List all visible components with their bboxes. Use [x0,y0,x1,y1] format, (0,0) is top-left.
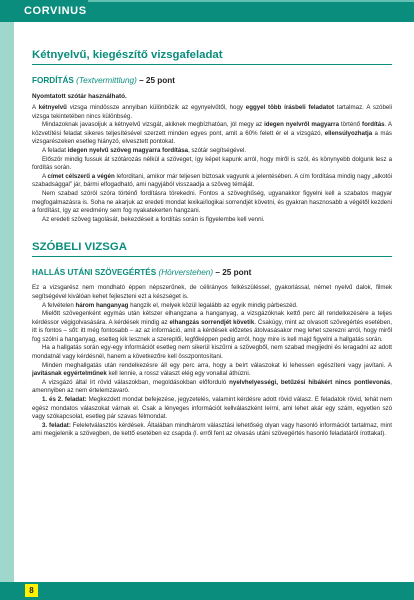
bold-run: ellensúlyozhatja [324,129,373,137]
text-run: hangzik el, melyek közül legalább az egyik mindig párbeszéd. [128,301,298,309]
body-paragraph [32,216,392,225]
bold-run: eggyel több írásbeli feladatot [245,104,335,111]
text-run: Először mindig fussuk át szótározás nélkül a szöveget, így képet kapunk arról, hogy miről is szól, és könynyebb dolgunk lesz a fordítás során. [32,155,392,172]
body-paragraph [32,147,392,156]
bold-run: 3. feladat: [42,421,71,429]
body-paragraph [32,396,392,422]
body-paragraph [32,121,392,147]
bold-run: kétnyelvű [38,104,67,111]
bold-run: nyelvhelyességi, betűzési hibákért nincs pontlevonás [229,378,391,386]
body-paragraph [32,379,392,396]
body-paragraph [32,156,392,173]
body-paragraph [32,190,392,216]
text-run: A vizsgázó által írt rövid válaszokban, megoldásokban előforduló [42,378,230,386]
task-label: HALLÁS UTÁNI SZÖVEGÉRTÉS [32,268,157,278]
body-paragraph [32,422,392,439]
text-run: Az eredeti szöveg tagolását, bekezdéseit a fordítás során is figyelembe kell venni. [42,215,265,223]
spacer [32,224,392,240]
text-run: , amennyiben az nem értelemzavaró. [32,378,392,395]
text-run: Ez a vizsgarész nem mondható éppen népszerűnek, de célirányos felkészüléssel, gyakorlással, német nyelvű dalok, filmek segítségével kiválóan kehet fejleszteni ezt a készséget is. [32,284,392,300]
task-heading-fordítás [32,75,392,86]
text-run: történő [338,121,363,129]
dictionary-note: Nyomtatott szótár használható. [32,93,127,100]
bold-run: idegen nyelvről magyarra [264,121,339,129]
text-run: Megkezdett mondat befejezése, jegyzetelés, valamint kérdésre adott rövid válasz. E feladatok rövid, tehát nem egész mondatos válaszokat várnak el. Csak a lényeges információt kellválaszként leírni, ami lehet akár egy szám, egyetlen szó vagy szókapcsolat, esetleg pár szavas félmondat. [32,396,392,421]
bold-run: fordítás [362,121,385,129]
section-rule [32,64,392,65]
body-paragraph [32,173,392,190]
text-run: A [32,104,39,111]
bold-run: idegen nyelvű szöveg magyarra fordítása [67,146,189,154]
text-run: kell lennie, a rossz választ elég egy vonallal áthúzni. [106,370,251,378]
text-run: A felvételen [42,301,76,309]
text-run: a más vizsgarészeken esetleg hiányzó, elvesztett pontokat. [32,129,392,146]
bold-run: címet célszerű a végén [47,172,115,180]
brand-logo-text: CORVINUS [24,5,87,17]
text-run: Mindazoknak javasoljuk a kétnyelvű vizsgát, akiknek megbízhatóan, jól megy az [42,121,265,129]
text-run: Nem szabad szóról szóra történő fordításra törekedni. Fontos a szöveghűség, ugyanakkor figyelni kell a szabatos magyar megfogalmazásra is. Soha ne akarjuk az eredeti mondat lexikai/logikai sorrendjét követni, és gyakran hasznosabb a végétől kezdeni a fordítást, így az eredmény sem fog nyakatekerten hangzani. [32,189,392,215]
text-run: leforditani, amikor már teljesen biztosak vagyunk a jelentésében. A cím fordítása mindig nagy „alkotói szabadsággal” jár, bármi elfogadható, ami nagyjából visszaadja a szöveg témáját. [32,172,392,189]
task-translation: (Hörverstehen) [158,268,214,278]
left-margin-rail [0,22,14,582]
page-number: 8 [25,584,38,597]
text-run: Mielőtt szövegenként egymás után kétszer elhangzana a hanganyag, a vizsgázóknak kettő perc áll rendelkezésére a teljes kérdéssor végigolvasására. A kérdések mindig az [32,310,392,326]
text-run: vizsga mindössze annyiban különbözik az egynyelvűtől, hogy [66,104,246,111]
section-title-szóbeli: SZÓBELI VIZSGA [32,241,127,254]
section-title-kétnyelvű: Kétnyelvű, kiegészítő vizsgafeladat [32,49,223,61]
body-paragraph [32,104,392,121]
task-translation: (Textvermittlung) [76,76,137,85]
body-paragraph [32,302,392,311]
footer-band [0,582,414,600]
task-points: – 25 pont [215,268,252,278]
header-accent-line [88,0,414,2]
text-run: . Csakúgy, mint az olvasott szövegértés esetében, itt is fontos – sőt: itt még fontosabb – az az információ, amit a kérdések előzetes átolvasásakor meg lehet szerezni arról, hogy miről fog szólni a hanganyag, esetleg kik lesznek a szereplői, legfőképpen pedig arról, hogy mire is kell majd figyelni a hallgatás során. [32,318,393,343]
section1-body [32,104,392,224]
text-run: . A közvetítési feladat sikeres teljesítésével szerzett minden egyes pont, amit a 60% felett ér el a vizsgázó, [32,121,392,137]
text-run: A [42,172,48,180]
text-run: Ha a hallgatás során egy-egy információt esetleg nem sikerül kiszűrni a szövegből, nem szabad megijedni és leragadni az adott mondatnál vagy kérdésnél, hanem a következőre kell összpontosítani. [32,344,392,361]
task-label: FORDÍTÁS [32,76,74,85]
text-run: tartalmaz. A szóbeli vizsga tekintetében nincs különbség. [32,104,393,120]
text-run: , szótár segítségével. [188,146,247,154]
section2-body [32,284,392,439]
content-column [32,48,392,439]
bold-run: három hanganyag [75,301,129,309]
body-paragraph [32,310,392,344]
body-paragraph [32,362,392,379]
text-run: Minden meghallgatás után rendelkezésre áll egy perc arra, hogy a beírt válaszokat ki lehessen egészíteni vagy javítani. A [42,361,392,369]
body-paragraph [32,284,392,301]
bold-run: 1. és 2. feladat: [42,396,87,404]
bold-run: javításnak egyértelműnek [32,370,107,378]
section-rule [32,256,392,257]
text-run: Feleletválasztós kérdések. Általában mindhárom választási lehetőség olyan vagy hasonló információt tartalmaz, mint ami megjelenik a szövegben, de kettő esetében ez csapda (l. erről fent az olvasás utáni szövegértés hasonló feladatáról írottakat). [32,421,392,438]
task-heading-hallás [32,267,392,278]
text-run: A feladat [42,146,68,154]
body-paragraph [32,344,392,361]
bold-run: elhangzás sorrendjét követik [169,318,255,326]
task-points: – 25 pont [139,76,176,85]
